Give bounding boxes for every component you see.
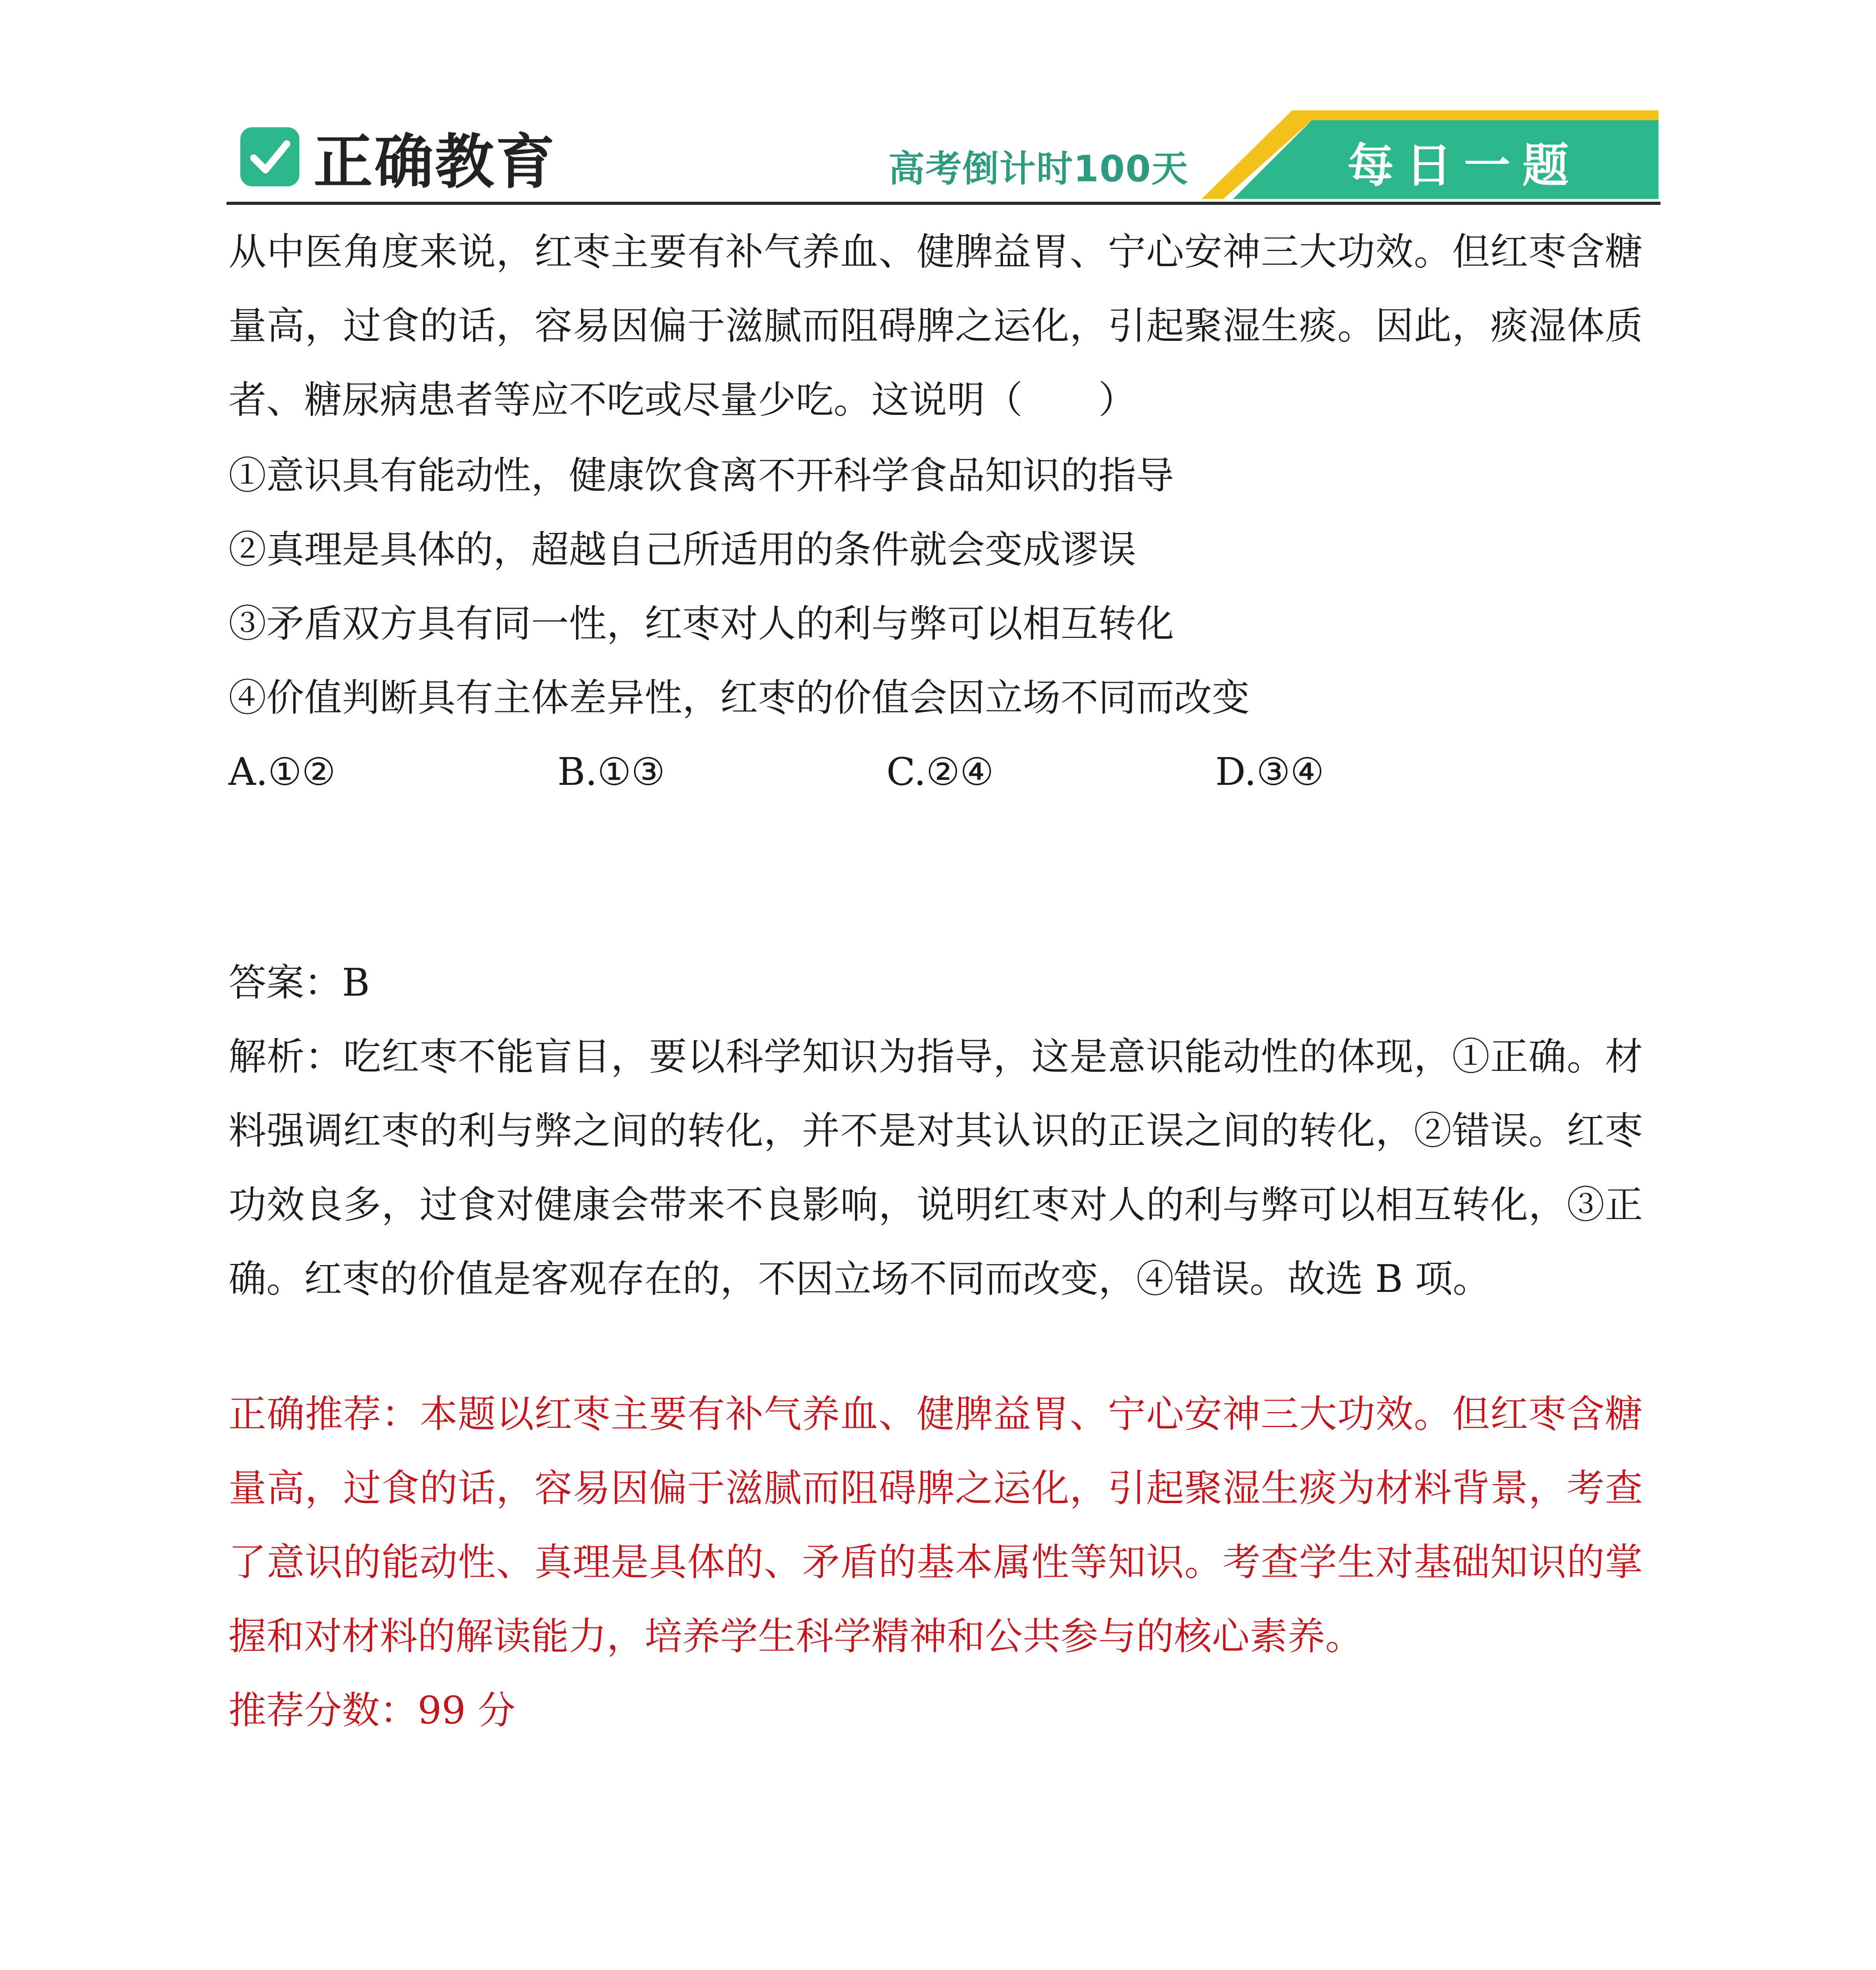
analysis-line: 确。红枣的价值是客观存在的，不因立场不同而改变，④错误。故选 B 项。 xyxy=(228,1257,1491,1301)
option-b: B.①③ xyxy=(557,750,665,794)
stem-line: 者、糖尿病患者等应不吃或尽量少吃。这说明（ ） xyxy=(228,378,1136,422)
recommendation-line: 握和对材料的解读能力，培养学生科学精神和公共参与的核心素养。 xyxy=(228,1614,1363,1658)
statement-list xyxy=(228,439,1643,735)
recommendation-line: 正确推荐：本题以红枣主要有补气养血、健脾益胃、宁心安神三大功效。但红枣含糖 xyxy=(228,1392,1643,1436)
statement-4: ④价值判断具有主体差异性，红枣的价值会因立场不同而改变 xyxy=(228,676,1250,720)
checkmark-icon xyxy=(240,127,299,186)
statement-1: ①意识具有能动性，健康饮食离不开科学食品知识的指导 xyxy=(228,453,1174,498)
option-a: A.①② xyxy=(228,750,336,794)
stem-line: 量高，过食的话，容易因偏于滋腻而阻碍脾之运化，引起聚湿生痰。因此，痰湿体质 xyxy=(228,304,1643,348)
page-header xyxy=(0,0,1876,213)
banner-label: 每日一题 xyxy=(1347,138,1581,193)
analysis-line: 料强调红枣的利与弊之间的转化，并不是对其认识的正误之间的转化，②错误。红枣 xyxy=(228,1109,1643,1153)
brand-name: 正确教育 xyxy=(314,128,557,197)
recommendation-line: 量高，过食的话，容易因偏于滋腻而阻碍脾之运化，引起聚湿生痰为材料背景，考查 xyxy=(228,1466,1643,1510)
recommendation-section xyxy=(228,1377,1643,1747)
answer-label: 答案：B xyxy=(228,961,370,1005)
answer-section xyxy=(228,946,1643,1316)
recommendation-line: 了意识的能动性、真理是具体的、矛盾的基本属性等知识。考查学生对基础知识的掌 xyxy=(228,1540,1643,1584)
countdown-label: 高考倒计时100天 xyxy=(888,148,1189,190)
question-stem xyxy=(228,215,1643,437)
analysis-line: 功效良多，过食对健康会带来不良影响，说明红枣对人的利与弊可以相互转化，③正 xyxy=(228,1183,1643,1227)
option-d: D.③④ xyxy=(1215,750,1324,794)
statement-3: ③矛盾双方具有同一性，红枣对人的利与弊可以相互转化 xyxy=(228,602,1174,646)
recommendation-score: 推荐分数：99 分 xyxy=(228,1688,516,1732)
option-c: C.②④ xyxy=(886,750,994,794)
stem-line: 从中医角度来说，红枣主要有补气养血、健脾益胃、宁心安神三大功效。但红枣含糖 xyxy=(228,230,1643,274)
brand-logo xyxy=(240,125,557,197)
statement-2: ②真理是具体的，超越自己所适用的条件就会变成谬误 xyxy=(228,528,1136,572)
header-divider xyxy=(227,202,1661,205)
analysis-line: 解析：吃红枣不能盲目，要以科学知识为指导，这是意识能动性的体现，①正确。材 xyxy=(228,1035,1643,1079)
